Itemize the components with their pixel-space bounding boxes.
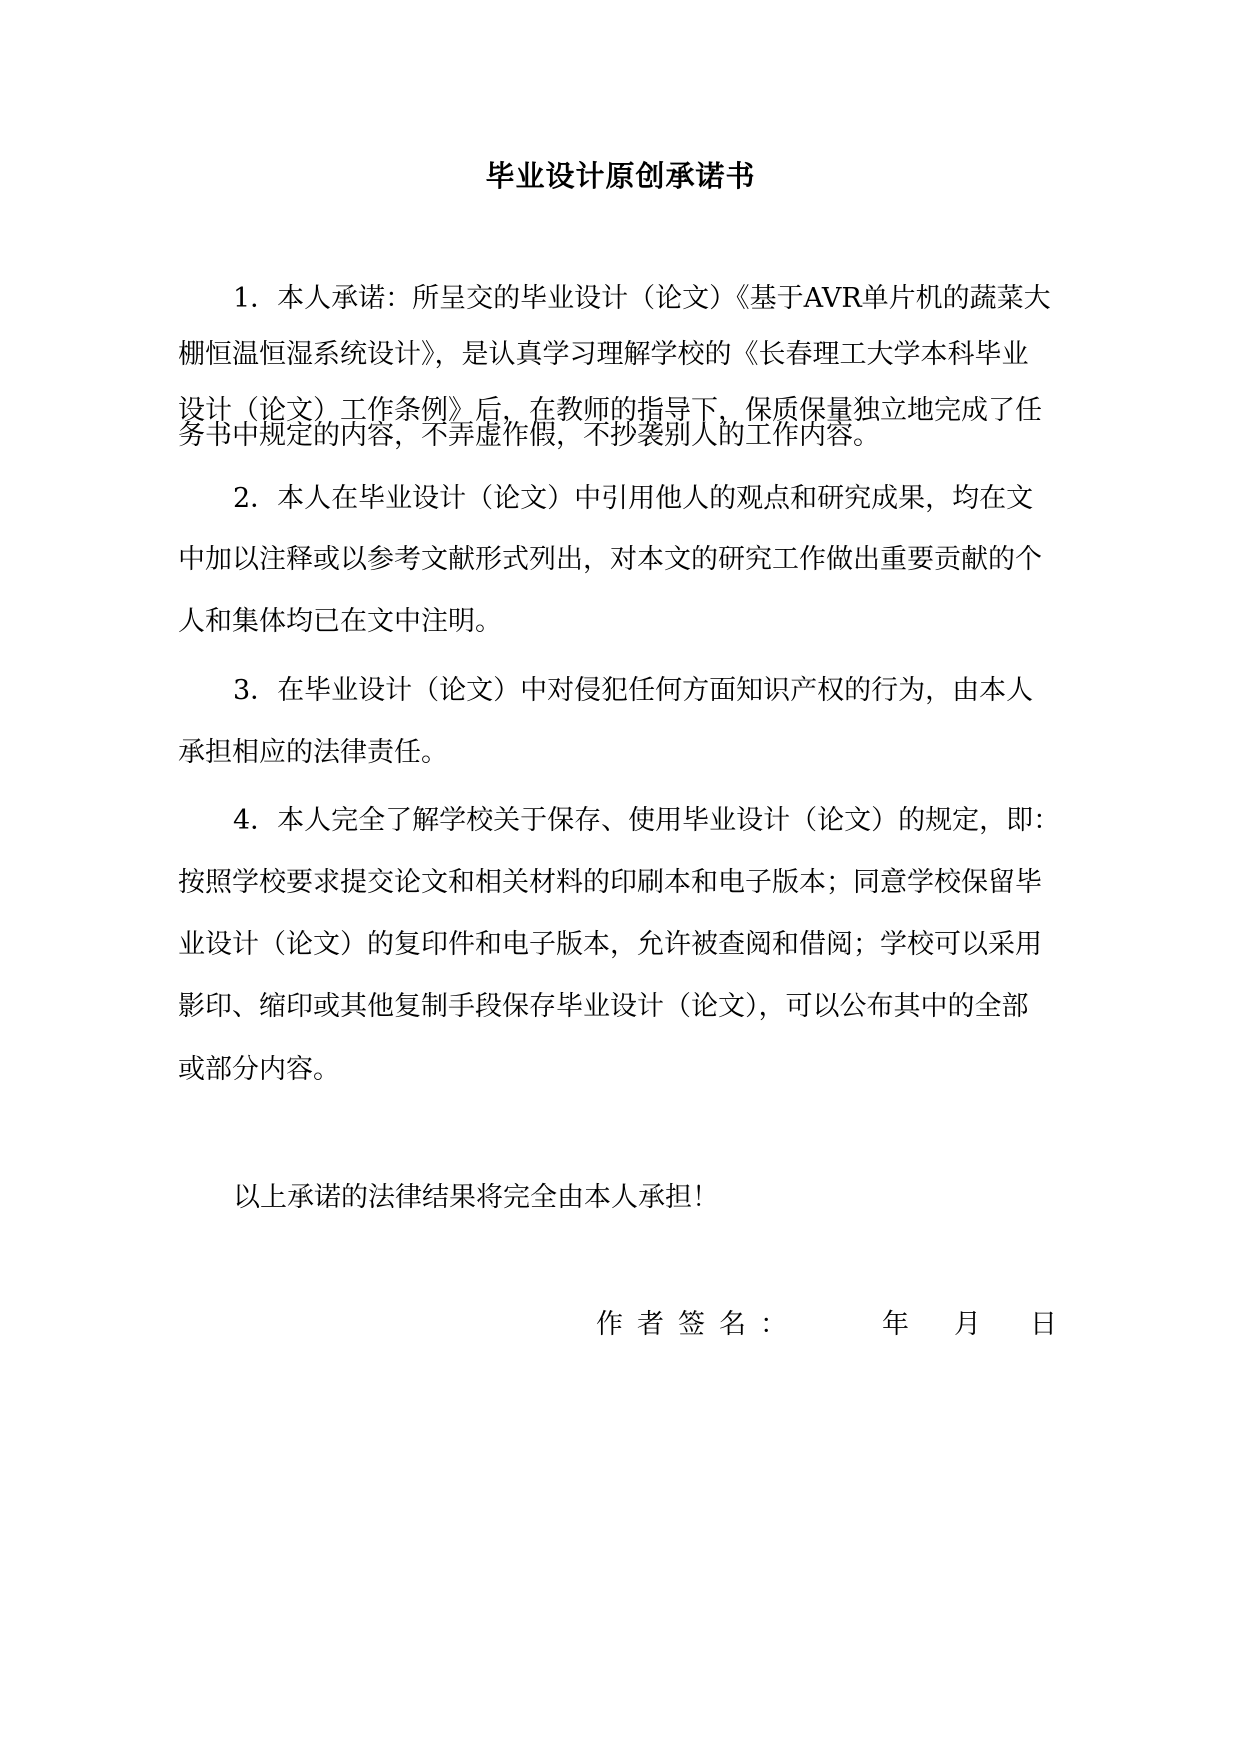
document-title: 毕业设计原创承诺书 xyxy=(485,159,756,193)
paragraph-4-line-4: 影印、缩印或其他复制手段保存毕业设计（论文），可以公布其中的全部 xyxy=(178,991,1029,1022)
paragraph-2-line-1: 2．本人在毕业设计（论文）中引用他人的观点和研究成果，均在文 xyxy=(233,483,1034,514)
signature-year-label: 年 xyxy=(882,1309,909,1340)
paragraph-1-line-1: 1．本人承诺：所呈交的毕业设计（论文）《基于AVR单片机的蔬菜大 xyxy=(233,283,1051,314)
paragraph-1-line-4: 务书中规定的内容，不弄虚作假，不抄袭别人的工作内容。 xyxy=(178,420,880,451)
paragraph-3-line-2: 承担相应的法律责任。 xyxy=(178,737,448,768)
signature-label: 作者签名： xyxy=(596,1309,801,1340)
paragraph-1-line-2: 棚恒温恒湿系统设计》，是认真学习理解学校的《长春理工大学本科毕业 xyxy=(178,339,1029,370)
signature-month-label: 月 xyxy=(954,1309,981,1340)
paragraph-4-line-5: 或部分内容。 xyxy=(178,1054,340,1085)
signature-day-label: 日 xyxy=(1030,1309,1057,1340)
paragraph-2-line-3: 人和集体均已在文中注明。 xyxy=(178,606,502,637)
commitment-statement: 以上承诺的法律结果将完全由本人承担！ xyxy=(233,1182,719,1213)
paragraph-1-line-3: 设计（论文）工作条例》后，在教师的指导下，保质保量独立地完成了任 xyxy=(178,395,1042,426)
paragraph-4-line-2: 按照学校要求提交论文和相关材料的印刷本和电子版本；同意学校保留毕 xyxy=(178,867,1042,898)
paragraph-2-line-2: 中加以注释或以参考文献形式列出，对本文的研究工作做出重要贡献的个 xyxy=(178,544,1042,575)
paragraph-4-line-3: 业设计（论文）的复印件和电子版本，允许被查阅和借阅；学校可以采用 xyxy=(178,929,1042,960)
paragraph-4-line-1: 4．本人完全了解学校关于保存、使用毕业设计（论文）的规定，即： xyxy=(233,805,1061,836)
paragraph-3-line-1: 3．在毕业设计（论文）中对侵犯任何方面知识产权的行为，由本人 xyxy=(233,675,1034,706)
